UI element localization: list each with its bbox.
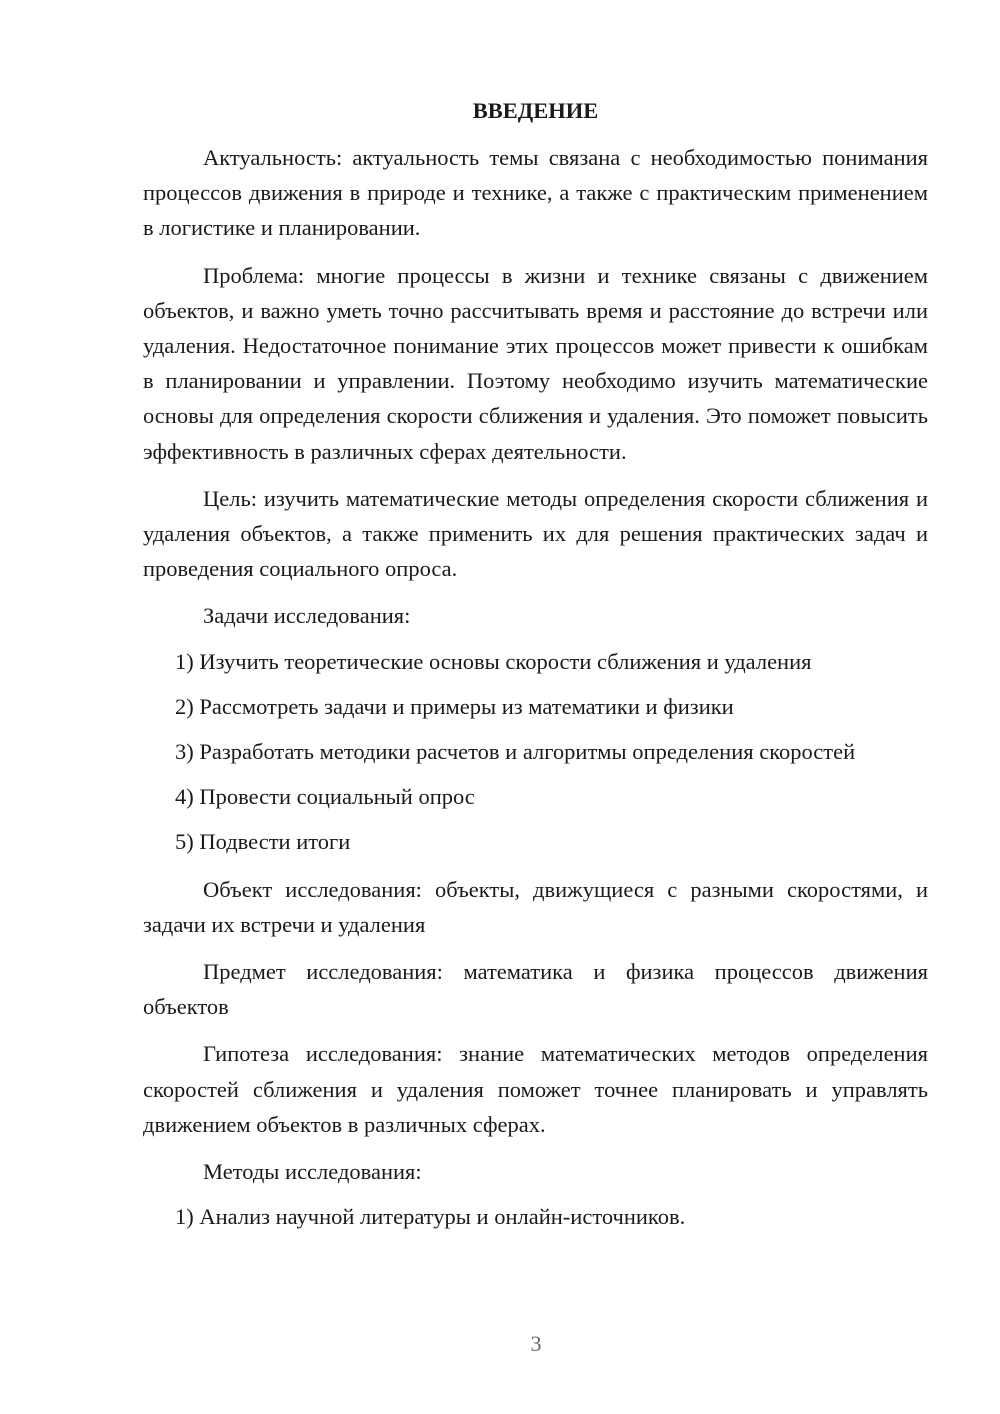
method-item-1: 1) Анализ научной литературы и онлайн-источников. <box>175 1204 686 1230</box>
tasks-heading: Задачи исследования: <box>203 603 411 629</box>
task-item-4: 4) Провести социальный опрос <box>175 784 475 810</box>
subject-paragraph: Предмет исследования: математика и физика процессов движения объектов <box>143 959 928 1020</box>
task-item-5: 5) Подвести итоги <box>175 829 351 855</box>
problem-paragraph: Проблема: многие процессы в жизни и технике связаны с движением объектов, и важно уметь точно рассчитывать время и расстояние до встречи или удаления. Недостаточное понимание этих процессов может привести к ошибкам в планировании и управлении. Поэтому необходимо изучить математические основы для определения скорости сближения и удаления. Это поможет повысить эффективность в различных сферах деятельности. <box>143 262 928 464</box>
task-item-1: 1) Изучить теоретические основы скорости сближения и удаления <box>175 648 812 674</box>
goal-paragraph: Цель: изучить математические методы определения скорости сближения и удаления объектов, а также применить их для решения практических задач и проведения социального опроса. <box>143 485 928 582</box>
object-paragraph: Объект исследования: объекты, движущиеся с разными скоростями, и задачи их встречи и удаления <box>143 876 928 937</box>
page-content <box>143 93 928 1234</box>
task-item-3: 3) Разработать методики расчетов и алгоритмы определения скоростей <box>175 739 856 765</box>
relevance-paragraph: Актуальность: актуальность темы связана с необходимостью понимания процессов движения в природе и технике, а также с практическим применением в логистике и планировании. <box>143 145 928 241</box>
page-number: 3 <box>530 1331 542 1356</box>
hypothesis-paragraph: Гипотеза исследования: знание математических методов определения скоростей сближения и удаления поможет точнее планировать и управлять движением объектов в различных сферах. <box>143 1041 928 1137</box>
task-item-2: 2) Рассмотреть задачи и примеры из математики и физики <box>175 693 734 719</box>
page-title: ВВЕДЕНИЕ <box>472 98 599 123</box>
methods-heading: Методы исследования: <box>203 1159 422 1185</box>
